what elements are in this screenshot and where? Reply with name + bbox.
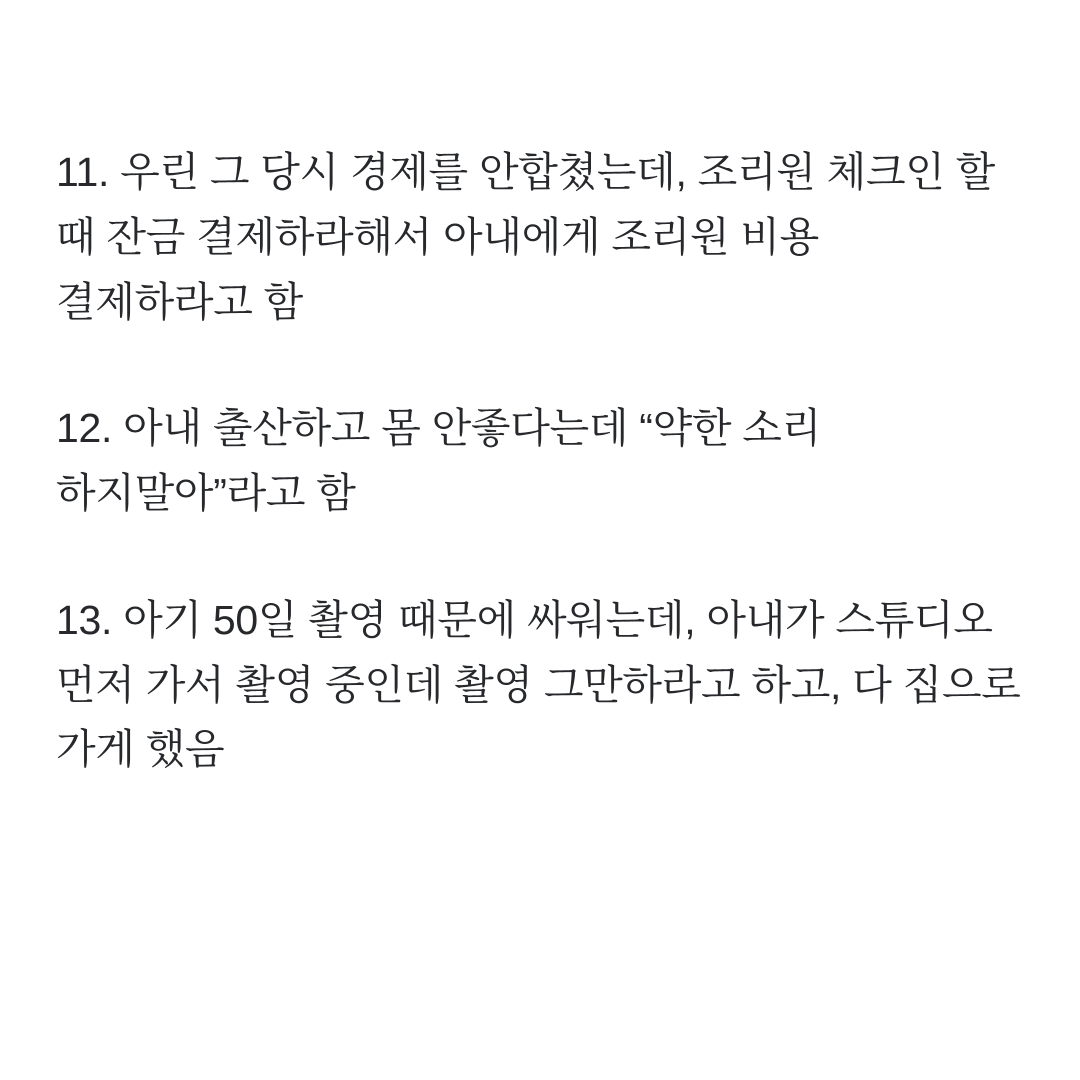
paragraph-item-13: 13. 아기 50일 촬영 때문에 싸워는데, 아내가 스튜디오 먼저 가서 촬영 중인데 촬영 그만하라고 하고, 다 집으로 가게 했음 <box>56 596 1032 773</box>
paragraph-item-12: 12. 아내 출산하고 몸 안좋다는데 “약한 소리 하지말아”라고 함 <box>56 405 832 517</box>
paragraph-item-11: 11. 우린 그 당시 경제를 안합쳤는데, 조리원 체크인 할 때 잔금 결제하라해서 아내에게 조리원 비용 결제하라고 함 <box>56 149 1007 325</box>
